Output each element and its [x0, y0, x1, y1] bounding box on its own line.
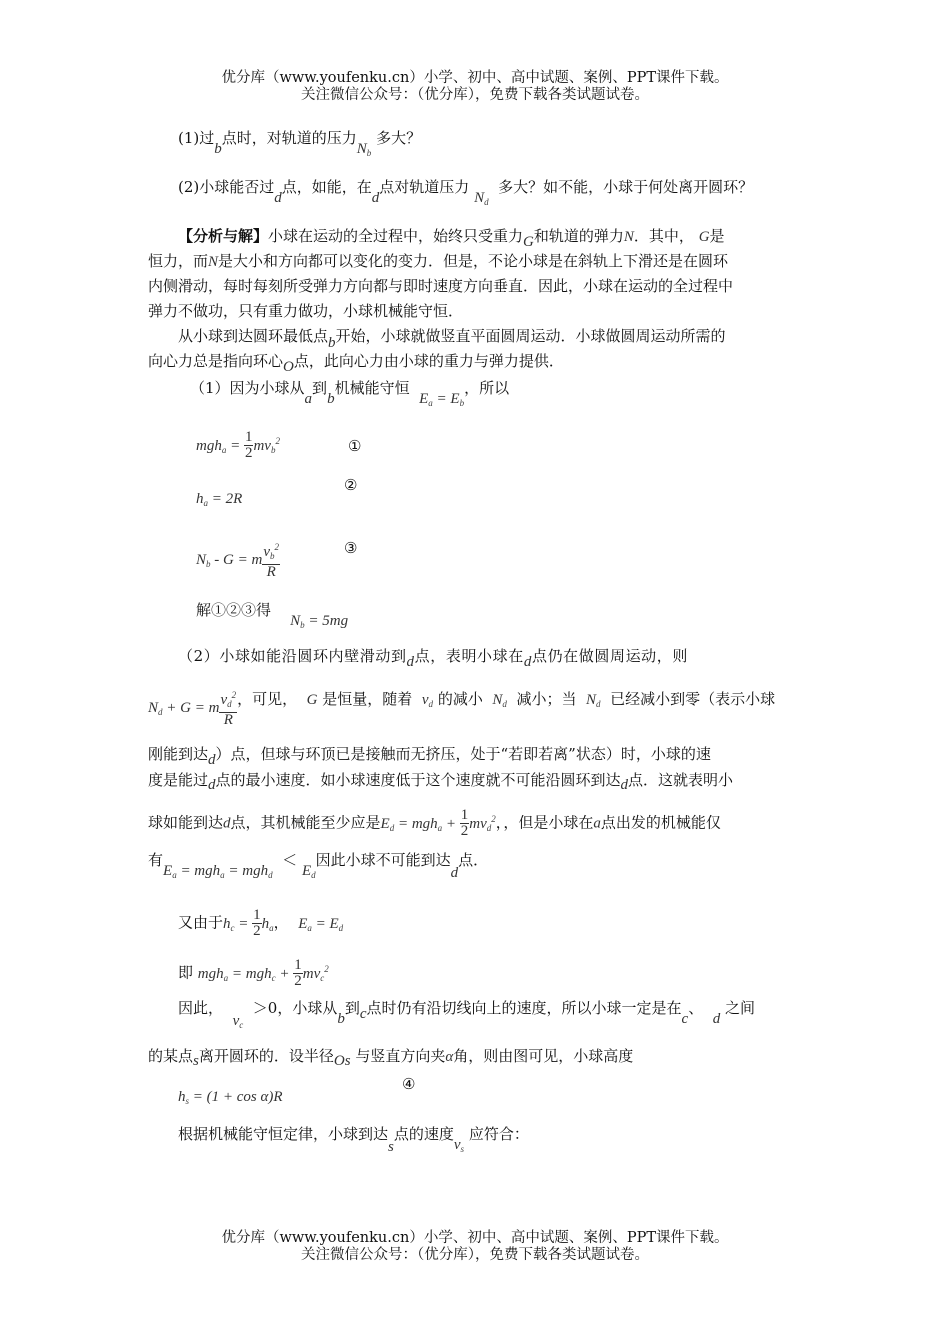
solve-line: 解①②③得 $N_b = 5mg$: [196, 601, 349, 630]
analysis-line-1: 【分析与解】小球在运动的全过程中，始终只受重力G和轨道的弹力N．其中， G是: [178, 227, 725, 250]
part2-line-2: $N_d + G = m$ $\frac{v_d^2}{R}$ ，可见， G 是恒量，随着 $v_d$ 的减小 $N_d$ 减小；当 $N_d$ 已经减小到零（表示小球: [148, 690, 776, 728]
equation-2: $h_a = 2R$: [196, 491, 243, 508]
footer-line-1: 优分库（www.youfenku.cn）小学、初中、高中试题、案例、PPT课件下载。: [221, 1230, 729, 1246]
part2-line-6: 有$E_a = mgh_a = mgh_d < E_d$因此小球不可能到达d点．: [148, 851, 489, 881]
analysis-line-4: 弹力不做功，只有重力做功，小球机械能守恒．: [148, 302, 464, 320]
analysis-line-2: 恒力，而N是大小和方向都可以变化的变力．但是，不论小球是在斜轨上下滑还是在圆环: [148, 252, 729, 270]
header-line-2: 关注微信公众号：（优分库），免费下载各类试题试卷。: [301, 87, 649, 103]
marker-3: ③: [344, 539, 358, 557]
equation-4: $h_s = (1 + \cos \alpha)R$: [178, 1089, 283, 1106]
header-line-1: 优分库（www.youfenku.cn）小学、初中、高中试题、案例、PPT课件下载。: [221, 70, 729, 86]
question-2: (2)小球能否过d点，如能，在d点对轨道压力 $N_d$ 多大？如不能，小球于何处离开圆环？: [178, 178, 754, 207]
equation-3: $N_b - G = m$ $\frac{v_b^2}{R}$: [196, 542, 279, 580]
analysis-line-6: 向心力总是指向环心O点，此向心力由小球的重力与弹力提供．: [148, 352, 564, 375]
marker-1: ①: [348, 437, 362, 455]
marker-4: ④: [402, 1075, 416, 1093]
part5-line-1: 因此， $v_c >0$，小球从b到c点时仍有沿切线向上的速度，所以小球一定是在c、 d 之间: [178, 999, 756, 1030]
equation-1: mgh$_a$ = $\frac{1}{2}$ $mv_b^2$: [196, 429, 280, 461]
marker-2: ②: [344, 476, 358, 494]
part2-line-4: 度是能过d点的最小速度．如小球速度低于这个速度就不可能沿圆环到达d点．这就表明小: [148, 771, 734, 793]
part2-line-1: （2）小球如能沿圆环内壁滑动到d点，表明小球在d点仍在做圆周运动，则: [178, 647, 688, 670]
part2-line-5: 球如能到达d点，其机械能至少应是$E_d = mgh_a$ + $\frac{1}{2}$ $mv_d^2$，，但是小球在a点出发的机械能仅: [148, 807, 721, 839]
analysis-line-3: 内侧滑动，每时每刻所受弹力方向都与即时速度方向垂直．因此，小球在运动的全过程中: [148, 277, 734, 295]
part3-line: 又由于$h_c$ = $\frac{1}{2}$ $h_a$， $E_a = E_d$: [178, 907, 344, 939]
part6-line: 根据机械能守恒定律，小球到达s点的速度$v_s$ 应符合：: [178, 1125, 529, 1155]
analysis-line-5: 从小球到达圆环最低点b开始，小球就做竖直平面圆周运动．小球做圆周运动所需的: [178, 327, 726, 351]
part2-line-3: 刚能到达d）点，但球与环顶已是接触而无挤压，处于“若即若离”状态）时，小球的速: [148, 745, 711, 768]
footer-line-2: 关注微信公众号：（优分库），免费下载各类试题试卷。: [301, 1247, 649, 1263]
part1-intro: （1）因为小球从a到b机械能守恒 $E_a = E_b$，所以: [190, 379, 510, 408]
part4-line: 即 mgh$_a$ = mgh$_c$ + $\frac{1}{2}$ $mv_c^2$: [178, 957, 329, 989]
question-1: (1)过b点时，对轨道的压力$N_b$ 多大？: [178, 129, 422, 158]
part5-line-2: 的某点s离开圆环的．设半径Os 与竖直方向夹α角，则由图可见，小球高度: [148, 1047, 634, 1069]
